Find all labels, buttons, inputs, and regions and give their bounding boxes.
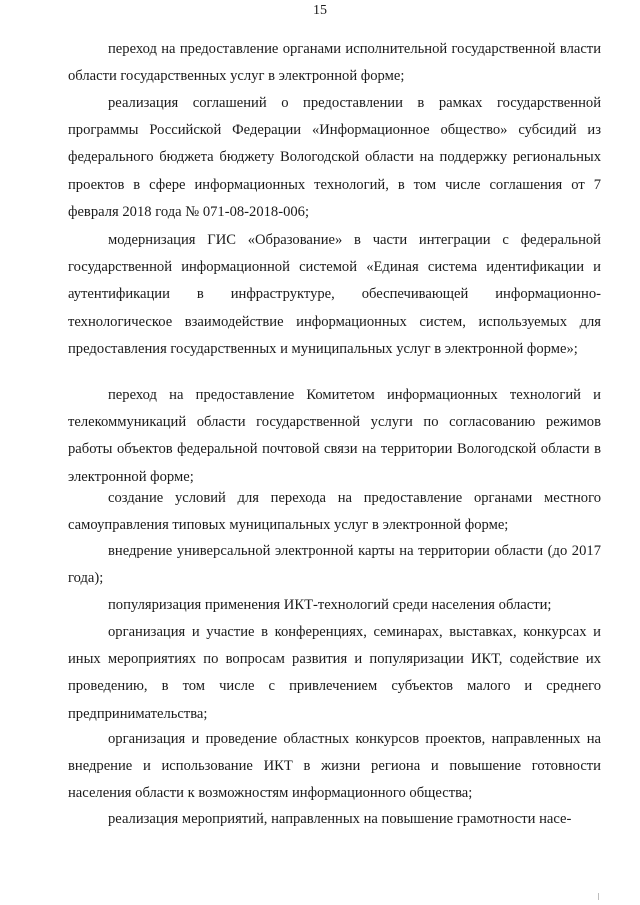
paragraph: организация и участие в конференциях, семинарах, выставках, конкурсах и иных мероприятиях по вопросам развития и популяризации ИКТ, содействие их проведению, в том числе с привлечением субъектов малого и среднего предпринимательства; bbox=[68, 624, 601, 722]
page-number: 15 bbox=[313, 3, 327, 18]
paragraph: переход на предоставление Комитетом информационных технологий и телекоммуникаций области государственной услуги по согласованию режимов работы объектов федеральной почтовой связи на территории Вологодской области в электронной форме; bbox=[68, 387, 601, 485]
paragraph: внедрение универсальной электронной карты на территории области (до 2017 года); bbox=[68, 543, 601, 587]
paragraph: организация и проведение областных конкурсов проектов, направленных на внедрение и использование ИКТ в жизни региона и повышение готовности населения области к возможностям информационного общества; bbox=[68, 731, 601, 802]
paragraph: создание условий для перехода на предоставление органами местного самоуправления типовых муниципальных услуг в электронной форме; bbox=[68, 490, 601, 534]
scan-edge-mark bbox=[598, 893, 599, 900]
paragraph: реализация соглашений о предоставлении в рамках государственной программы Российской Федерации «Информационное общество» субсидий из федерального бюджета бюджету Вологодской области на поддержку региональных проектов в сфере информационных технологий, в том числе соглашения от 7 февраля 2018 года № 071-08-2018-006; bbox=[68, 95, 601, 220]
paragraph: модернизация ГИС «Образование» в части интеграции с федеральной государственной информационной системой «Единая система идентификации и аутентификации в инфраструктуре, обеспечивающей информационно-технологическое взаимодействие информационных систем, используемых для предоставления государственных и муниципальных услуг в электронной форме»; bbox=[68, 232, 601, 357]
paragraph: переход на предоставление органами исполнительной государственной власти области государственных услуг в электронной форме; bbox=[68, 41, 601, 85]
paragraph: реализация мероприятий, направленных на повышение грамотности насе- bbox=[108, 811, 572, 827]
paragraph: популяризация применения ИКТ-технологий среди населения области; bbox=[108, 597, 552, 613]
